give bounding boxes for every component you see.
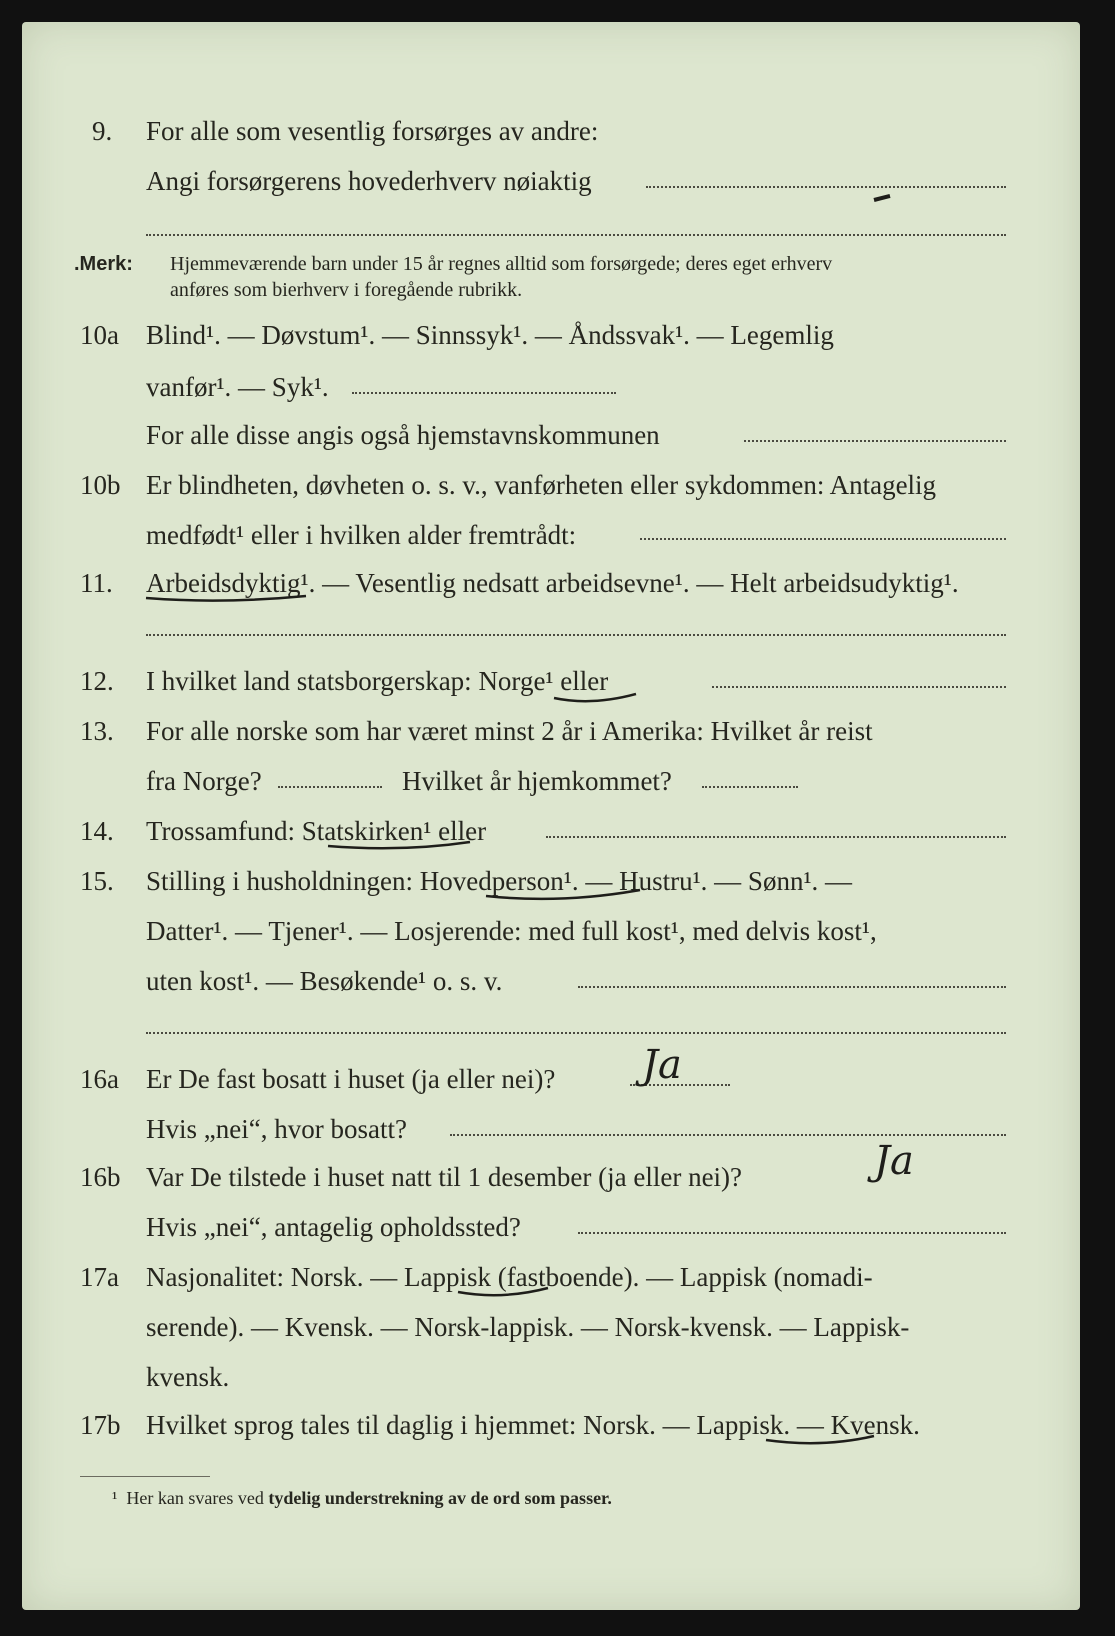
question-12-number: 12. <box>80 666 114 696</box>
question-16a-text-1: Er De fast bosatt i huset (ja eller nei)? <box>146 1064 556 1094</box>
question-14-text: Trossamfund: Statskirken¹ eller <box>146 816 487 846</box>
footnote-marker: ¹ <box>112 1488 118 1508</box>
underline-lappisk-17a <box>458 1288 548 1295</box>
question-14-number: 14. <box>80 816 114 846</box>
question-17a-text-2: serende). — Kvensk. — Norsk-lappisk. — Norsk-kvensk. — Lappisk- <box>146 1312 910 1342</box>
underline-arbeidsdyktig <box>146 596 306 601</box>
question-16b-text-1: Var De tilstede i huset natt til 1 desember (ja eller nei)? <box>146 1162 743 1192</box>
underline-hovedperson <box>486 890 640 899</box>
question-12-text: I hvilket land statsborgerskap: Norge¹ eller <box>146 666 609 696</box>
underline-statskirken <box>328 842 470 848</box>
note-text-1: Hjemmeværende barn under 15 år regnes alltid som forsørgede; deres eget erhverv <box>170 253 833 275</box>
question-10a-options-1: Blind¹. — Døvstum¹. — Sinnssyk¹. — Åndssvak¹. — Legemlig <box>146 320 834 350</box>
question-16a-text-2: Hvis „nei“, hvor bosatt? <box>146 1114 407 1144</box>
question-13-text-1: For alle norske som har været minst 2 år i Amerika: Hvilket år reist <box>146 716 873 746</box>
footnote-text-a: Her kan svares ved <box>126 1488 264 1508</box>
underline-lappisk-17b <box>766 1436 874 1443</box>
question-13-text-2b: Hvilket år hjemkommet? <box>402 766 672 796</box>
question-10a-number: 10a <box>80 320 119 350</box>
question-15-number: 15. <box>80 866 114 896</box>
question-15-text-2: Datter¹. — Tjener¹. — Losjerende: med full kost¹, med delvis kost¹, <box>146 916 877 946</box>
question-10a-options-2: vanfør¹. — Syk¹. <box>146 372 329 402</box>
handwritten-answer-16b: Ja <box>874 1138 914 1184</box>
question-15-text-3: uten kost¹. — Besøkende¹ o. s. v. <box>146 966 503 996</box>
question-11-number: 11. <box>80 568 113 598</box>
note-text-2: anføres som bierhverv i foregående rubrikk. <box>170 279 523 301</box>
footnote-text-b: tydelig understrekning av de ord som passer. <box>268 1488 612 1508</box>
question-17a-number: 17a <box>80 1262 119 1292</box>
note-label: .Merk: <box>74 253 133 275</box>
question-11-options: Arbeidsdyktig¹. — Vesentlig nedsatt arbeidsevne¹. — Helt arbeidsudyktig¹. <box>146 568 959 598</box>
ink-dash-top <box>874 196 890 200</box>
question-10b-number: 10b <box>80 470 121 500</box>
question-15-text-1: Stilling i husholdningen: Hovedperson¹. — Hustru¹. — Sønn¹. — <box>146 866 853 896</box>
question-17a-text-1: Nasjonalitet: Norsk. — Lappisk (fastboende). — Lappisk (nomadi- <box>146 1262 873 1292</box>
question-9-text: For alle som vesentlig forsørges av andre: <box>146 116 599 146</box>
question-17b-number: 17b <box>80 1410 121 1440</box>
question-9-subtext: Angi forsørgerens hovederhverv nøiaktig <box>146 166 592 196</box>
census-form-page <box>22 22 1080 1610</box>
handwritten-answer-16a: Ja <box>642 1042 682 1088</box>
question-16b-text-2: Hvis „nei“, antagelig opholdssted? <box>146 1212 521 1242</box>
question-17a-text-3: kvensk. <box>146 1362 230 1392</box>
question-16a-number: 16a <box>80 1064 119 1094</box>
question-10a-text: For alle disse angis også hjemstavnskommunen <box>146 420 660 450</box>
question-10b-text-2: medfødt¹ eller i hvilken alder fremtrådt: <box>146 520 577 550</box>
question-9-number: 9. <box>92 116 113 146</box>
question-10b-text-1: Er blindheten, døvheten o. s. v., vanførheten eller sykdommen: Antagelig <box>146 470 937 500</box>
underline-marks <box>22 22 1080 1610</box>
question-13-text-2a: fra Norge? <box>146 766 262 796</box>
question-16b-number: 16b <box>80 1162 121 1192</box>
underline-norge <box>554 694 636 701</box>
question-13-number: 13. <box>80 716 114 746</box>
question-17b-text: Hvilket sprog tales til daglig i hjemmet: Norsk. — Lappisk. — Kvensk. <box>146 1410 920 1440</box>
